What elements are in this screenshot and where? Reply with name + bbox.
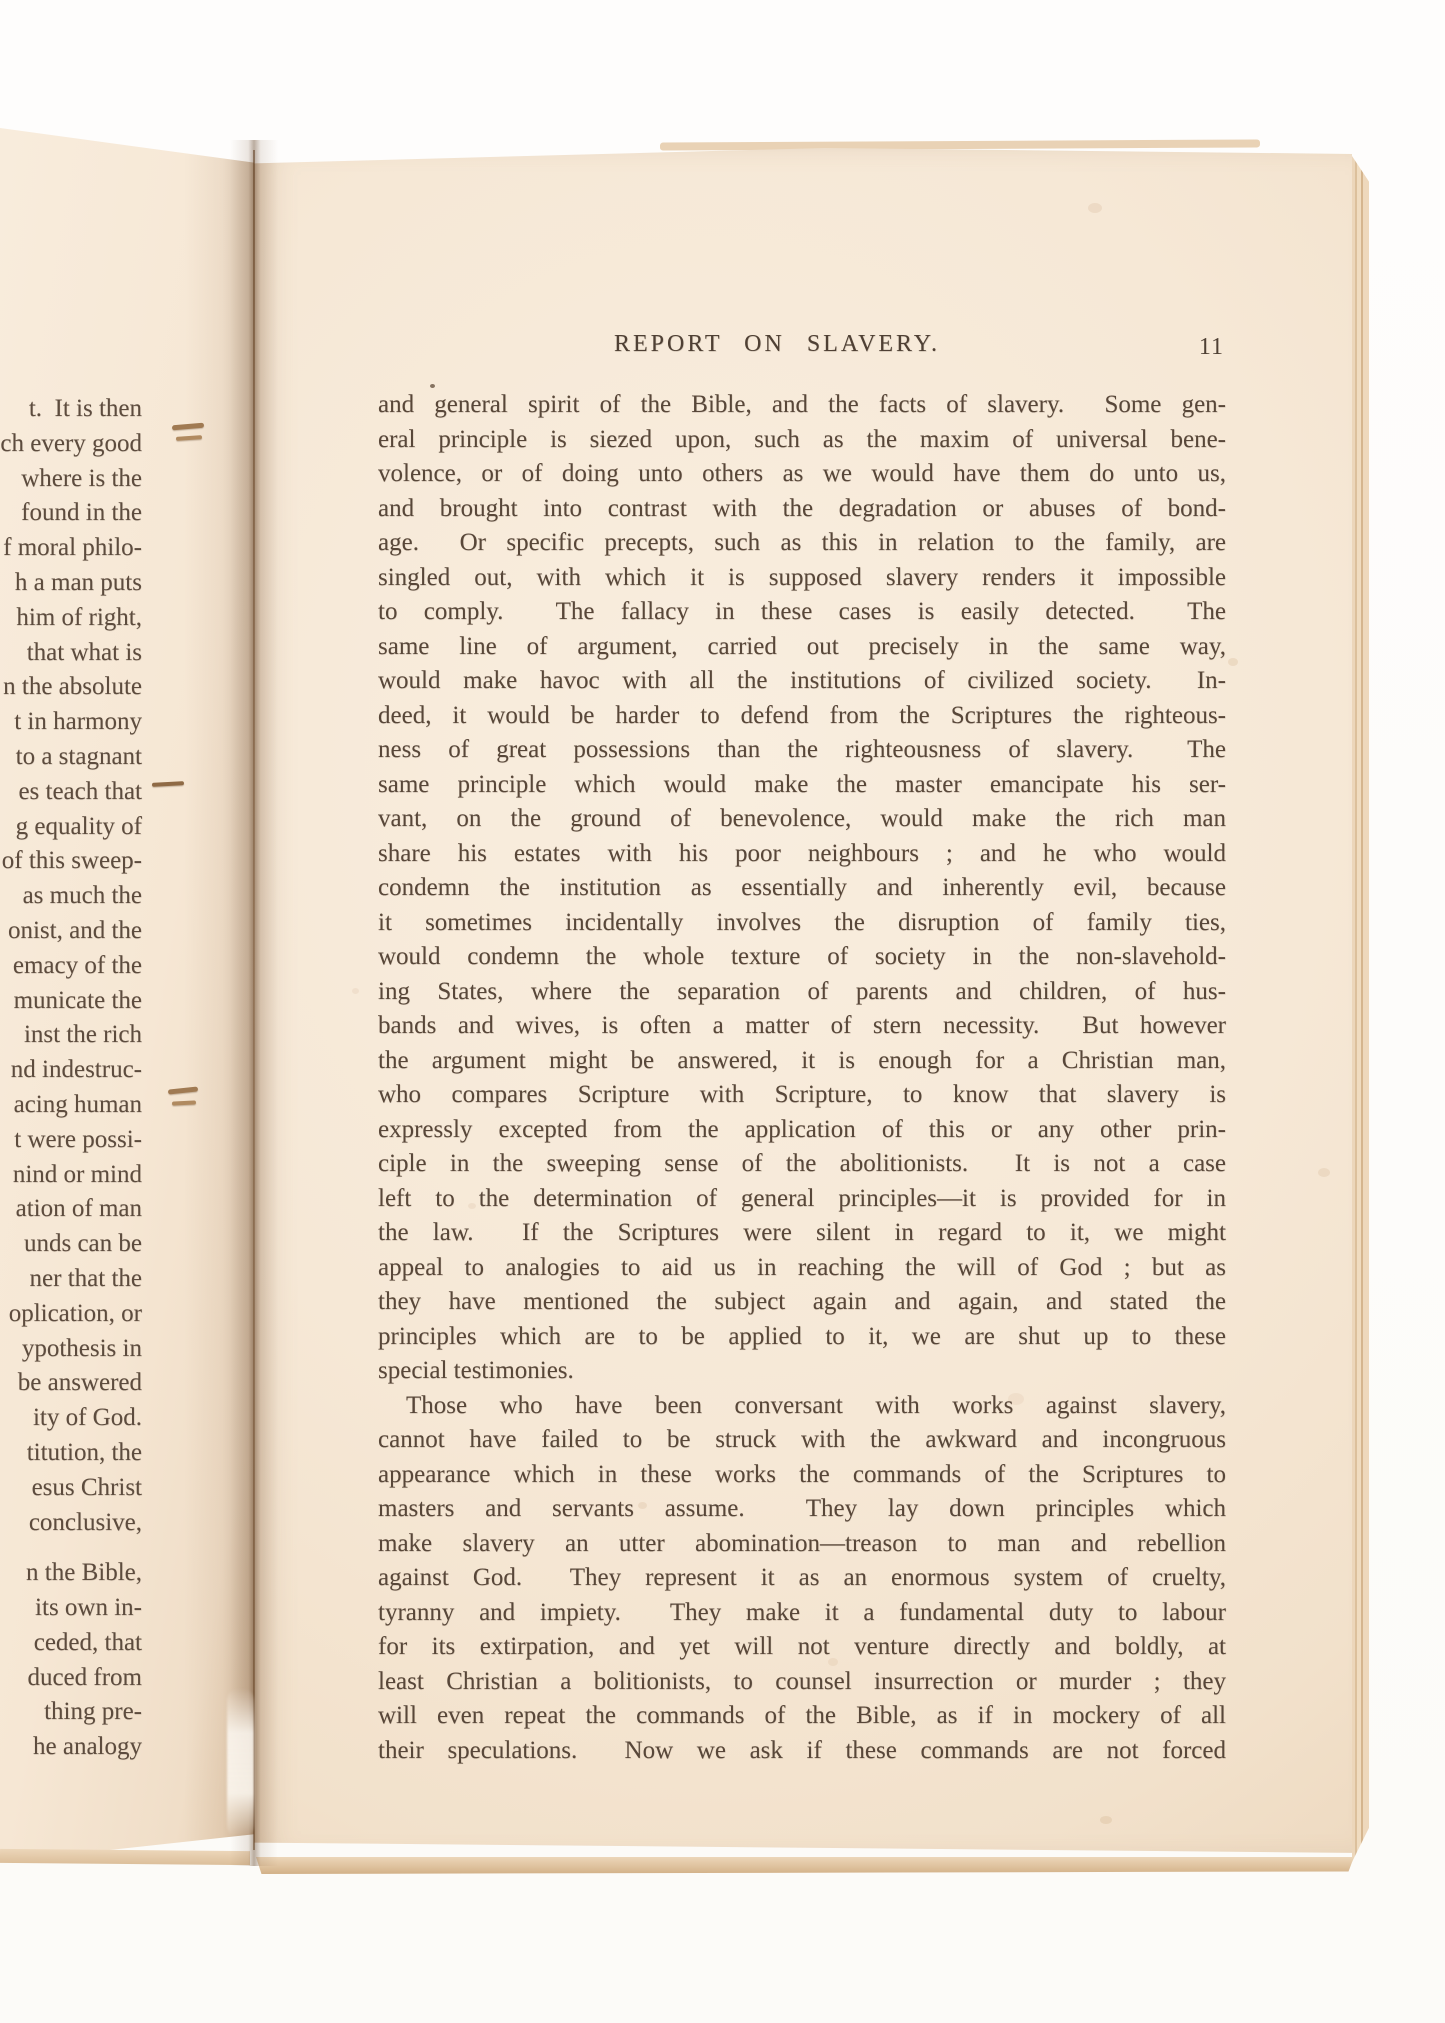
text-line: deed, it would be harder to defend from the Scriptures the righteous- bbox=[378, 701, 1226, 729]
text-line: t. It is then bbox=[28, 395, 142, 422]
text-line: singled out, with which it is supposed slavery renders it impossible bbox=[378, 563, 1226, 591]
text-line: as much the bbox=[22, 882, 142, 910]
gutter-tear bbox=[227, 1688, 254, 1838]
text-line: vant, on the ground of benevolence, would make the rich man bbox=[378, 805, 1226, 832]
text-line: ypothesis in bbox=[21, 1334, 142, 1362]
text-line: ner that the bbox=[29, 1264, 142, 1292]
text-line: ceded, that bbox=[33, 1628, 142, 1656]
text-line: be answered bbox=[17, 1369, 142, 1397]
paragraph-gap bbox=[0, 1540, 142, 1556]
foxing-spot bbox=[1228, 658, 1238, 666]
paragraph bbox=[378, 1389, 1226, 1769]
text-line: him of right, bbox=[16, 603, 142, 631]
text-line: g equality of bbox=[15, 812, 142, 840]
text-line: expressly excepted from the application of this or any other prin- bbox=[378, 1115, 1226, 1143]
text-line: that what is bbox=[26, 638, 142, 666]
text-line: municate the bbox=[13, 986, 142, 1014]
text-line: tyranny and impiety. They make it a fundamental duty to labour bbox=[378, 1598, 1226, 1626]
text-line: the law. If the Scriptures were silent in regard to it, we might bbox=[378, 1219, 1226, 1246]
text-line: n the Bible, bbox=[26, 1559, 142, 1587]
text-line: appeal to analogies to aid us in reaching the will of God ; but as bbox=[378, 1253, 1226, 1281]
text-line: t in harmony bbox=[14, 708, 142, 736]
text-line: to comply. The fallacy in these cases is easily detected. The bbox=[378, 598, 1226, 625]
text-line: age. Or specific precepts, such as this in relation to the family, are bbox=[378, 529, 1226, 556]
page-edge-stack-bottom-left bbox=[0, 1849, 250, 1865]
text-line: Those who have been conversant with works against slavery, bbox=[406, 1391, 1226, 1419]
text-line: ch every good bbox=[0, 429, 142, 457]
foxing-spot bbox=[1100, 1816, 1112, 1824]
text-line: h a man puts bbox=[14, 568, 142, 596]
text-line: their speculations. Now we ask if these commands are not forced bbox=[378, 1736, 1226, 1764]
text-line: found in the bbox=[21, 499, 142, 527]
text-line: bands and wives, is often a matter of stern necessity. But however bbox=[378, 1012, 1226, 1039]
text-line: ation of man bbox=[15, 1195, 142, 1223]
text-line: condemn the institution as essentially and inherently evil, because bbox=[378, 874, 1226, 901]
text-line: it sometimes incidentally involves the disruption of family ties, bbox=[378, 908, 1226, 936]
foxing-spot bbox=[1088, 203, 1102, 213]
text-line: titution, the bbox=[26, 1438, 142, 1466]
page-edge-stack-bottom bbox=[256, 1857, 1354, 1874]
text-line: principles which are to be applied to it, we are shut up to these bbox=[378, 1322, 1226, 1350]
fragment-block bbox=[0, 392, 142, 1540]
text-line: to a stagnant bbox=[15, 742, 142, 770]
text-line: special testimonies. bbox=[378, 1357, 574, 1384]
text-line: make slavery an utter abomination—treason to man and rebellion bbox=[378, 1529, 1226, 1557]
text-line: nd indestruc- bbox=[10, 1056, 142, 1084]
text-line: they have mentioned the subject again and again, and stated the bbox=[378, 1288, 1226, 1315]
fragment-block bbox=[0, 1556, 142, 1765]
right-page-body-text bbox=[378, 388, 1226, 1768]
text-line: same principle which would make the master emancipate his ser- bbox=[378, 770, 1226, 798]
running-title: REPORT ON SLAVERY. bbox=[614, 331, 940, 357]
text-line: and brought into contrast with the degradation or abuses of bond- bbox=[378, 494, 1226, 522]
text-line: same line of argument, carried out precisely in the same way, bbox=[378, 632, 1226, 660]
text-line: appearance which in these works the commands of the Scriptures to bbox=[378, 1460, 1226, 1488]
text-line: eral principle is siezed upon, such as the maxim of universal bene- bbox=[378, 425, 1226, 453]
foxing-spot bbox=[352, 988, 359, 994]
text-line: duced from bbox=[27, 1663, 142, 1691]
gutter-binding-line bbox=[253, 150, 255, 1850]
text-line: inst the rich bbox=[23, 1021, 142, 1049]
text-line: its own in- bbox=[35, 1594, 142, 1622]
text-line: cannot have failed to be struck with the awkward and incongruous bbox=[378, 1426, 1226, 1453]
text-line: who compares Scripture with Scripture, to know that slavery is bbox=[378, 1081, 1226, 1108]
text-line: conclusive, bbox=[28, 1508, 142, 1536]
foxing-spot bbox=[1318, 1168, 1330, 1177]
text-line: esus Christ bbox=[31, 1473, 142, 1501]
text-line: would condemn the whole texture of society in the non-slavehold- bbox=[378, 943, 1226, 970]
text-line: f moral philo- bbox=[3, 534, 142, 562]
text-line: he analogy bbox=[33, 1733, 142, 1761]
left-page-fragment-text bbox=[0, 392, 142, 1765]
text-line: unds can be bbox=[23, 1230, 142, 1258]
text-line: volence, or of doing unto others as we would have them do unto us, bbox=[378, 460, 1226, 487]
text-line: emacy of the bbox=[12, 951, 142, 979]
text-line: ness of great possessions than the righteousness of slavery. The bbox=[378, 736, 1226, 763]
page-header bbox=[378, 331, 1226, 369]
text-line: would make havoc with all the institutions of civilized society. In- bbox=[378, 667, 1226, 694]
text-line: nind or mind bbox=[12, 1160, 142, 1188]
text-line: ing States, where the separation of parents and children, of hus- bbox=[378, 977, 1226, 1005]
paragraph bbox=[378, 388, 1226, 1389]
text-line: the argument might be answered, it is enough for a Christian man, bbox=[378, 1046, 1226, 1074]
text-line: onist, and the bbox=[7, 916, 142, 944]
page-edge-stack-right bbox=[1352, 156, 1369, 1862]
text-line: for its extirpation, and yet will not venture directly and boldly, at bbox=[378, 1633, 1226, 1660]
text-line: left to the determination of general principles—it is provided for in bbox=[378, 1184, 1226, 1212]
text-line: masters and servants assume. They lay down principles which bbox=[378, 1495, 1226, 1522]
text-line: will even repeat the commands of the Bible, as if in mockery of all bbox=[378, 1702, 1226, 1729]
text-line: ciple in the sweeping sense of the abolitionists. It is not a case bbox=[378, 1150, 1226, 1177]
text-line: thing pre- bbox=[44, 1698, 142, 1726]
text-line: es teach that bbox=[18, 777, 142, 805]
page-number: 11 bbox=[1198, 334, 1224, 360]
text-line: acing human bbox=[13, 1090, 142, 1118]
text-line: least Christian a bolitionists, to counsel insurrection or murder ; they bbox=[378, 1667, 1226, 1695]
text-line: against God. They represent it as an enormous system of cruelty, bbox=[378, 1564, 1226, 1591]
text-line: of this sweep- bbox=[1, 847, 142, 875]
underlying-page-edge bbox=[660, 139, 1260, 150]
text-line: ity of God. bbox=[32, 1404, 142, 1432]
text-line: oplication, or bbox=[8, 1299, 142, 1327]
text-line: where is the bbox=[21, 464, 142, 492]
text-line: t were possi- bbox=[14, 1125, 142, 1153]
text-line: share his estates with his poor neighbours ; and he who would bbox=[378, 839, 1226, 867]
text-line: n the absolute bbox=[3, 673, 142, 701]
text-line: and general spirit of the Bible, and the facts of slavery. Some gen- bbox=[378, 391, 1226, 418]
